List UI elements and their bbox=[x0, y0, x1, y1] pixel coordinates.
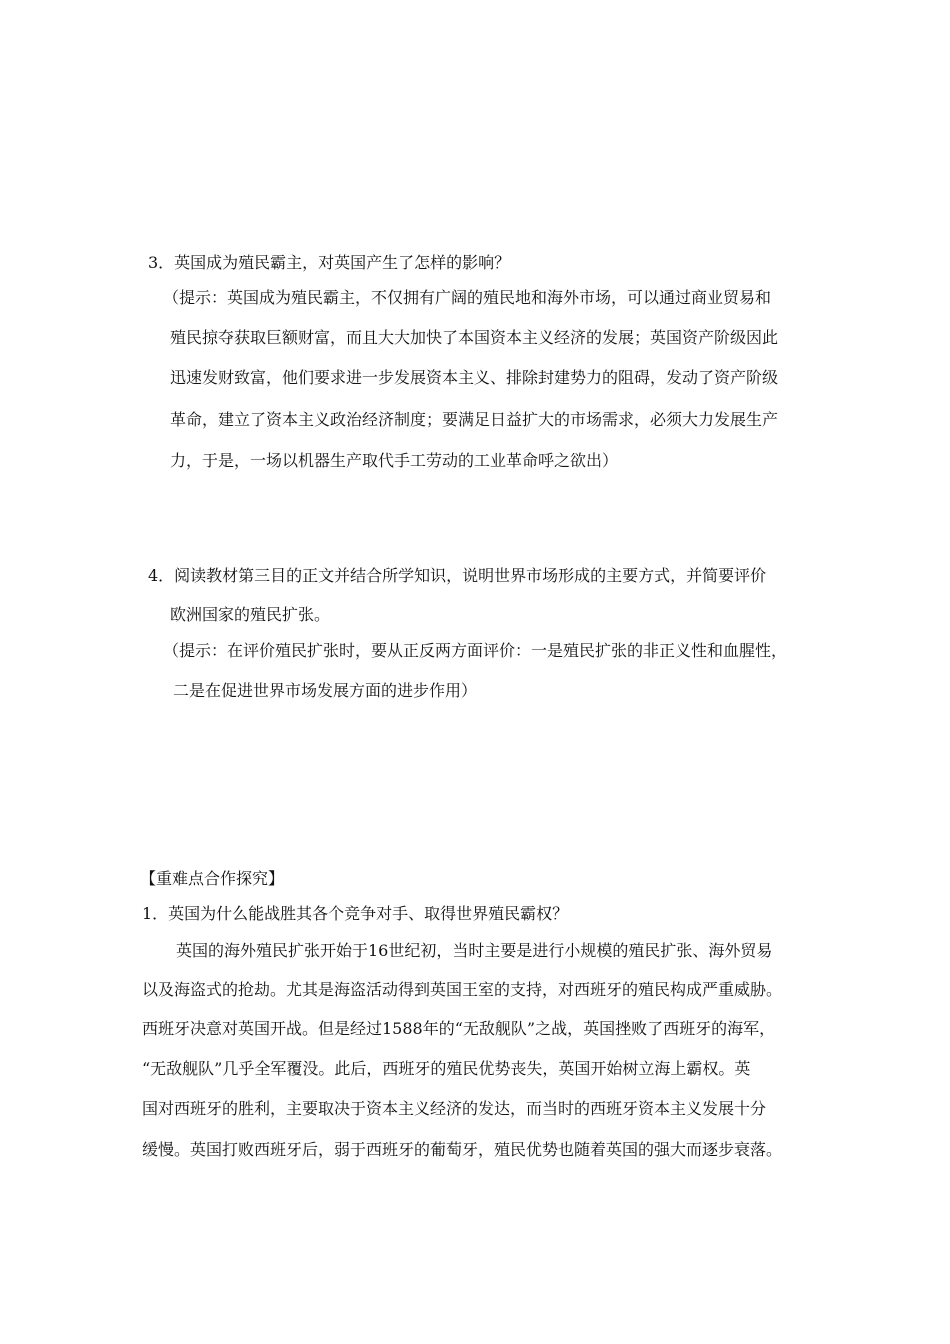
q4-hint-line: （提示：在评价殖民扩张时，要从正反两方面评价：一是殖民扩张的非正义性和血腥性， bbox=[163, 641, 788, 660]
q3-hint-line: 力，于是，一场以机器生产取代手工劳动的工业革命呼之欲出） bbox=[170, 451, 619, 470]
question-4-continued: 欧洲国家的殖民扩张。 bbox=[170, 605, 331, 624]
question-3: 3．英国成为殖民霸主，对英国产生了怎样的影响？ bbox=[148, 253, 511, 272]
q3-hint-line: 革命，建立了资本主义政治经济制度；要满足日益扩大的市场需求，必须大力发展生产 bbox=[170, 410, 779, 429]
q3-hint-line: 迅速发财致富，他们要求进一步发展资本主义、排除封建势力的阻碍，发动了资产阶级 bbox=[170, 368, 779, 387]
answer-paragraph-line: 以及海盗式的抢劫。尤其是海盗活动得到英国王室的支持，对西班牙的殖民构成严重威胁。 bbox=[142, 980, 783, 999]
answer-paragraph-line: 西班牙决意对英国开战。但是经过1588年的“无敌舰队”之战，英国挫败了西班牙的海军， bbox=[142, 1019, 776, 1038]
section-heading: 【重难点合作探究】 bbox=[140, 869, 285, 888]
section-question-1: 1．英国为什么能战胜其各个竞争对手、取得世界殖民霸权？ bbox=[142, 904, 569, 923]
q3-hint-line: （提示：英国成为殖民霸主，不仅拥有广阔的殖民地和海外市场，可以通过商业贸易和 bbox=[163, 288, 772, 307]
answer-paragraph-line: 国对西班牙的胜利，主要取决于资本主义经济的发达，而当时的西班牙资本主义发展十分 bbox=[142, 1099, 767, 1118]
answer-paragraph-line: “无敌舰队”几乎全军覆没。此后，西班牙的殖民优势丧失，英国开始树立海上霸权。英 bbox=[142, 1059, 751, 1078]
answer-paragraph-line: 英国的海外殖民扩张开始于16世纪初，当时主要是进行小规模的殖民扩张、海外贸易 bbox=[176, 941, 773, 960]
question-4: 4．阅读教材第三目的正文并结合所学知识，说明世界市场形成的主要方式，并简要评价 bbox=[148, 566, 767, 585]
q4-hint-line: 二是在促进世界市场发展方面的进步作用） bbox=[173, 681, 478, 700]
answer-paragraph-line: 缓慢。英国打败西班牙后，弱于西班牙的葡萄牙，殖民优势也随着英国的强大而逐步衰落。 bbox=[142, 1140, 783, 1159]
q3-hint-line: 殖民掠夺获取巨额财富，而且大大加快了本国资本主义经济的发展；英国资产阶级因此 bbox=[170, 328, 779, 347]
